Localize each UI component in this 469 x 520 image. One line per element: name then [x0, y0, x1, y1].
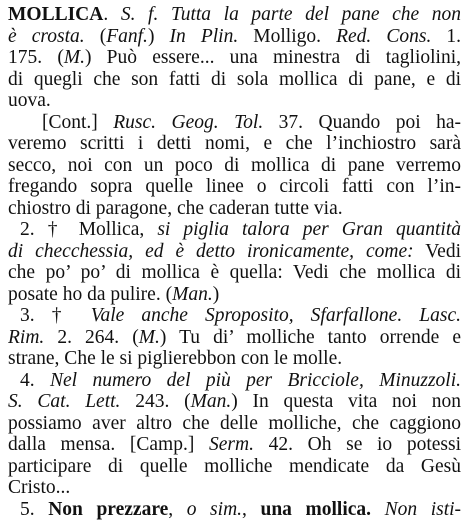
- entry-line: [8, 69, 461, 91]
- entry-line: [8, 155, 461, 177]
- entry-text-segment: Nel numero del più per Bricciole, Minuzzoli.: [50, 370, 461, 391]
- entry-text-segment: Red. Cons.: [336, 26, 431, 47]
- entry-text-segment: Rusc. Geog. Tol.: [113, 112, 263, 133]
- entry-line: [8, 477, 461, 499]
- entry-text-segment: Vale anche Sproposito, Sfarfallone. Lasc.: [91, 305, 461, 326]
- entry-text-segment: Non prezzare: [48, 499, 168, 520]
- entry-text-segment: fregando sopra quelle linee o circoli fatti con l’in-: [8, 176, 461, 197]
- entry-text-segment: 2. † Mollica,: [20, 219, 157, 240]
- entry-text-segment: 3. †: [20, 305, 91, 326]
- entry-text-segment: M.: [139, 327, 160, 348]
- entry-line: [8, 327, 461, 349]
- entry-line: [8, 499, 461, 520]
- entry-text-segment: ) In questa vita noi non: [231, 391, 461, 412]
- entry-text-segment: dalla mensa. [Camp.]: [8, 434, 209, 455]
- entry-text-segment: ): [213, 284, 220, 305]
- entry-text-segment: ) Può essere... una minestra di tagliolini,: [85, 47, 461, 68]
- entry-text-segment: chiostro di paragone, che caderan tutte via.: [8, 198, 343, 219]
- entry-text-segment: è crosta.: [8, 26, 85, 47]
- entry-line: [8, 219, 461, 241]
- entry-text-segment: S. Cat. Lett.: [8, 391, 120, 412]
- entry-text-segment: secco, noi con un poco di mollica di pane verremo: [8, 155, 461, 176]
- entry-text-segment: si piglia talora per Gran quantità: [157, 219, 461, 240]
- entry-text-segment: Serm.: [209, 434, 254, 455]
- entry-text-segment: veremo scritti i detti nomi, e che l’inchiostro sarà: [8, 133, 461, 154]
- dictionary-entry-mollica: [8, 4, 461, 520]
- entry-text-segment: strane, Che le si piglierebbon con le molle.: [8, 348, 342, 369]
- entry-line: [8, 26, 461, 48]
- entry-text-segment: Rim.: [8, 327, 44, 348]
- entry-line: [8, 47, 461, 69]
- entry-text-segment: o sim.: [187, 499, 242, 520]
- entry-text-segment: Man.: [191, 391, 232, 412]
- entry-text-segment: ) Tu di’ molliche tanto orrende e: [160, 327, 461, 348]
- entry-line: [8, 262, 461, 284]
- entry-line: [8, 241, 461, 263]
- entry-text-segment: 37. Quando poi ha-: [263, 112, 461, 133]
- entry-text-segment: [371, 499, 385, 520]
- headword: MOLLICA: [8, 4, 103, 25]
- entry-line: [8, 391, 461, 413]
- entry-line: [8, 305, 461, 327]
- entry-line: [8, 434, 461, 456]
- entry-text-segment: 4.: [20, 370, 50, 391]
- entry-line: [8, 413, 461, 435]
- entry-line: [8, 348, 461, 370]
- entry-line: [8, 4, 461, 26]
- entry-line: [8, 176, 461, 198]
- entry-text-segment: di checchessia, ed è detto ironicamente, come:: [8, 241, 414, 262]
- entry-line: [8, 112, 461, 134]
- entry-text-segment: Man.: [172, 284, 213, 305]
- entry-text-segment: .: [103, 4, 120, 25]
- entry-text-segment: S. f. Tutta la parte del pane che non: [121, 4, 461, 25]
- entry-line: [8, 90, 461, 112]
- entry-text-segment: ,: [242, 499, 260, 520]
- entry-text-segment: che po’ po’ di mollica è quella: Vedi che mollica di: [8, 262, 461, 283]
- entry-text-segment: (: [85, 26, 107, 47]
- entry-line: [8, 456, 461, 478]
- entry-text-segment: 1.: [431, 26, 461, 47]
- entry-text-segment: M.: [64, 47, 85, 68]
- entry-text-segment: Molligo.: [238, 26, 336, 47]
- entry-text-segment: 175. (: [8, 47, 64, 68]
- entry-text-segment: di quegli che son fatti di sola mollica di pane, e di: [8, 69, 461, 90]
- entry-text-segment: 42. Oh se io potessi: [254, 434, 461, 455]
- entry-text-segment: posate ho da pulire. (: [8, 284, 172, 305]
- entry-line: [8, 133, 461, 155]
- entry-text-segment: In Plin.: [170, 26, 239, 47]
- entry-text-segment: 2. 264. (: [44, 327, 138, 348]
- entry-text-segment: Fanf.: [106, 26, 148, 47]
- entry-text-segment: possiamo aver altro che delle molliche, che caggiono: [8, 413, 461, 434]
- entry-text-segment: [Cont.]: [42, 112, 113, 133]
- entry-text-segment: 5.: [20, 499, 48, 520]
- entry-text-segment: Non isti-: [385, 499, 461, 520]
- entry-text-segment: Vedi: [414, 241, 461, 262]
- entry-text-segment: una mollica.: [260, 499, 371, 520]
- entry-line: [8, 284, 461, 306]
- entry-text-segment: Cristo...: [8, 477, 70, 498]
- entry-text-segment: ): [148, 26, 170, 47]
- entry-line: [8, 198, 461, 220]
- entry-text-segment: participare di quelle molliche mendicate da Gesù: [8, 456, 461, 477]
- entry-text-segment: ,: [168, 499, 186, 520]
- entry-text-segment: 243. (: [120, 391, 190, 412]
- entry-text-segment: uova.: [8, 90, 51, 111]
- entry-line: [8, 370, 461, 392]
